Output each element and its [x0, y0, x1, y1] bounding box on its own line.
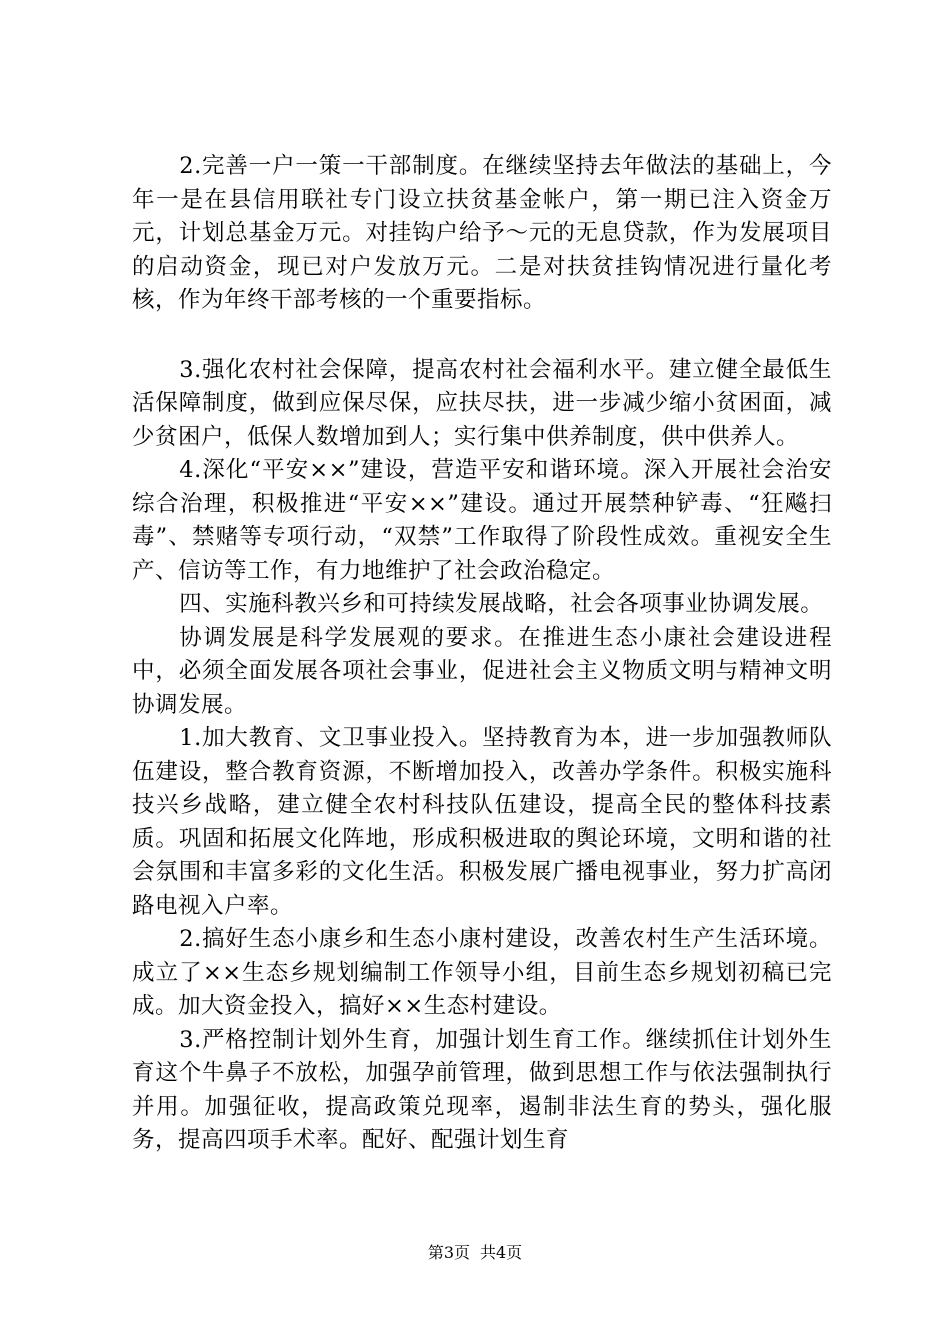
paragraph-family-planning: 3.严格控制计划外生育，加强计划生育工作。继续抓住计划外生育这个牛鼻子不放松，加强孕前管理，做到思想工作与依法强制执行并用。加强征收，提高政策兑现率，遏制非法生育的势头，强化服务，提高四项手术率。配好、配强计划生育 — [132, 1026, 832, 1153]
page-footer — [0, 1243, 950, 1263]
paragraph-spacer — [132, 318, 832, 354]
paragraph-poverty-cadre-system: 2.完善一户一策一干部制度。在继续坚持去年做法的基础上，今年一是在县信用联社专门设立扶贫基金帐户，第一期已注入资金万元，计划总基金万元。对挂钩户给予～元的无息贷款，作为发展项目的启动资金，现已对户发放万元。二是对扶贫挂钩情况进行量化考核，作为年终干部考核的一个重要指标。 — [132, 153, 832, 313]
paragraph-education-culture: 1.加大教育、文卫事业投入。坚持教育为本，进一步加强教师队伍建设，整合教育资源，不断增加投入，改善办学条件。积极实施科技兴乡战略，建立健全农村科技队伍建设，提高全民的整体科技素质。巩固和拓展文化阵地，形成积极进取的舆论环境，文明和谐的社会氛围和丰富多彩的文化生活。积极发展广播电视事业，努力扩高闭路电视入户率。 — [132, 725, 832, 919]
section-heading-four: 四、实施科教兴乡和可持续发展战略，社会各项事业协调发展。 — [179, 591, 824, 617]
paragraph-coordinated-development: 协调发展是科学发展观的要求。在推进生态小康社会建设进程中，必须全面发展各项社会事业，促进社会主义物质文明与精神文明协调发展。 — [132, 624, 832, 718]
paragraph-ecological-village: 2.搞好生态小康乡和生态小康村建设，改善农村生产生活环境。成立了××生态乡规划编制工作领导小组，目前生态乡规划初稿已完成。加大资金投入，搞好××生态村建设。 — [132, 926, 832, 1019]
paragraph-safety-construction: 4.深化“平安××”建设，营造平安和谐环境。深入开展社会治安综合治理，积极推进“平安××”建设。通过开展禁种铲毒、“狂飚扫毒”、禁赌等专项行动，“双禁”工作取得了阶段性成效。重视安全生产、信访等工作，有力地维护了社会政治稳定。 — [132, 457, 832, 584]
page-total: 共4页 — [480, 1243, 523, 1262]
page-number: 第3页 — [427, 1243, 470, 1262]
paragraph-social-security: 3.强化农村社会保障，提高农村社会福利水平。建立健全最低生活保障制度，做到应保尽保，应扶尽扶，进一步减少缩小贫困面，减少贫困户，低保人数增加到人；实行集中供养制度，供中供养人。 — [132, 356, 832, 450]
document-body — [132, 150, 832, 1158]
